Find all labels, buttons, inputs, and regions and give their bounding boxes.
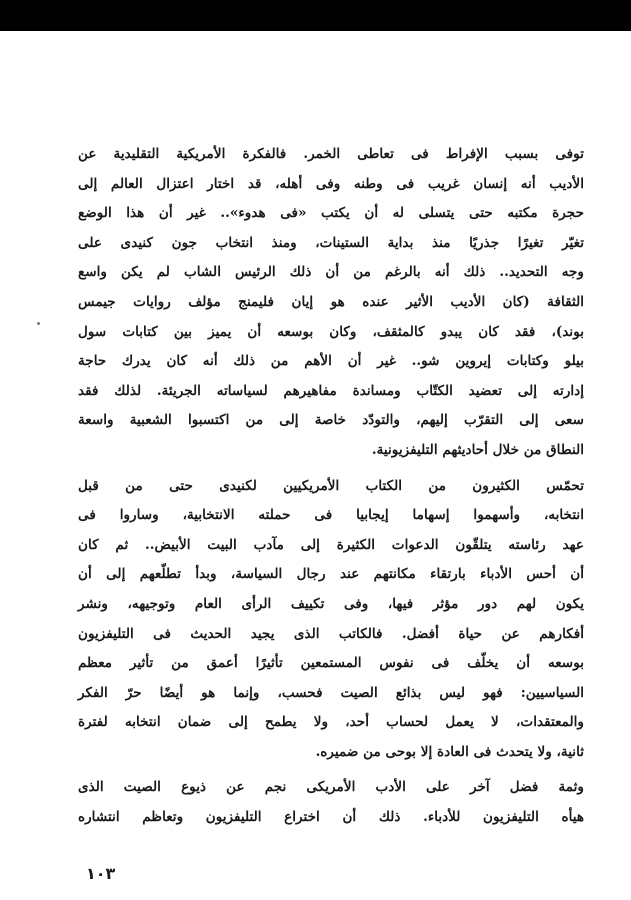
text-line: أفكارهم عن حياة أفضل. فالكاتب الذى يجيد الحديث فى التليفزيون xyxy=(78,625,584,642)
text-line: ثانية، ولا يتحدث فى العادة إلا بوحى من ضميره. xyxy=(315,743,584,760)
text-line: الثقافة (كان الأديب الأثير عنده هو إيان فليمنج مؤلف روايات جيمس xyxy=(78,293,584,310)
text-line: تحمّس الكثيرون من الكتاب الأمريكيين لكنيدى حتى من قبل xyxy=(78,477,584,494)
text-line: تغيّر تغيرًا جذريًا منذ بداية الستينات، ومنذ انتخاب جون كنيدى على xyxy=(78,234,584,251)
text-line: والمعتقدات، لا يعمل لحساب أحد، ولا يطمح إلى ضمان انتخابه لفترة xyxy=(78,714,584,731)
text-line: يكون لهم دور مؤثر فيها، وفى تكييف الرأى العام وتوجيهه، ونشر xyxy=(78,595,584,612)
scan-top-border xyxy=(0,0,631,31)
text-line: بوسعه أن يخلّف فى نفوس المستمعين تأثيرًا أعمق من تأثير معظم xyxy=(78,655,584,672)
text-line: النطاق من خلال أحاديثهم التليفزيونية. xyxy=(371,441,584,458)
text-line: السياسيين: فهو ليس بذائع الصيت فحسب، وإنما هو أيضًا حرّ الفكر xyxy=(78,684,584,701)
book-page-text xyxy=(78,140,584,833)
paragraph-2 xyxy=(78,472,584,768)
text-line: توفى بسبب الإفراط فى تعاطى الخمر. فالفكرة الأمريكية التقليدية عن xyxy=(78,146,584,162)
scan-speck xyxy=(37,322,40,325)
text-line: الأديب أنه إنسان غريب فى وطنه وفى أهله، قد اختار اعتزال العالم إلى xyxy=(78,175,584,192)
text-line: بيلو وكتابات إيروين شو.. غير أن الأهم من ذلك أنه كان يدرك حاجة xyxy=(78,353,584,370)
text-line: هيأه التليفزيون للأدباء. ذلك أن اختراع التليفزيون وتعاظم انتشاره xyxy=(78,809,584,826)
text-line: بوند)، فقد كان يبدو كالمثقف، وكان بوسعه أن يميز بين كتابات سول xyxy=(78,323,584,340)
text-line: انتخابه، وأسهموا إسهاما إيجابيا فى حملته الانتخابية، وساروا فى xyxy=(78,507,584,524)
text-line: عهد رئاسته يتلقّون الدعوات الكثيرة إلى مآدب البيت الأبيض.. ثم كان xyxy=(78,536,584,553)
text-line: وجه التحديد.. ذلك أنه بالرغم من أن ذلك الرئيس الشاب لم يكن واسع xyxy=(78,264,584,281)
text-line: إدارته إلى تعضيد الكتّاب ومساندة مفاهيرهم لسياساته الجريئة. لذلك فقد xyxy=(78,382,584,399)
text-line: وثمة فضل آخر على الأدب الأمريكى نجم عن ذيوع الصيت الذى xyxy=(78,779,584,796)
text-line: أن أحس الأدباء بارتقاء مكانتهم عند رجال السياسة، وبدأ تطلّعهم إلى أن xyxy=(78,566,584,583)
paragraph-3 xyxy=(78,773,584,832)
page-number: ١٠٣ xyxy=(86,864,116,883)
paragraph-1 xyxy=(78,140,584,466)
text-line: سعى إلى التقرّب إليهم، والتودّد خاصة إلى من اكتسبوا الشعبية واسعة xyxy=(78,412,584,429)
text-line: حجرة مكتبه حتى يتسلى له أن يكتب «فى هدوء».. غير أن هذا الوضع xyxy=(78,205,584,222)
